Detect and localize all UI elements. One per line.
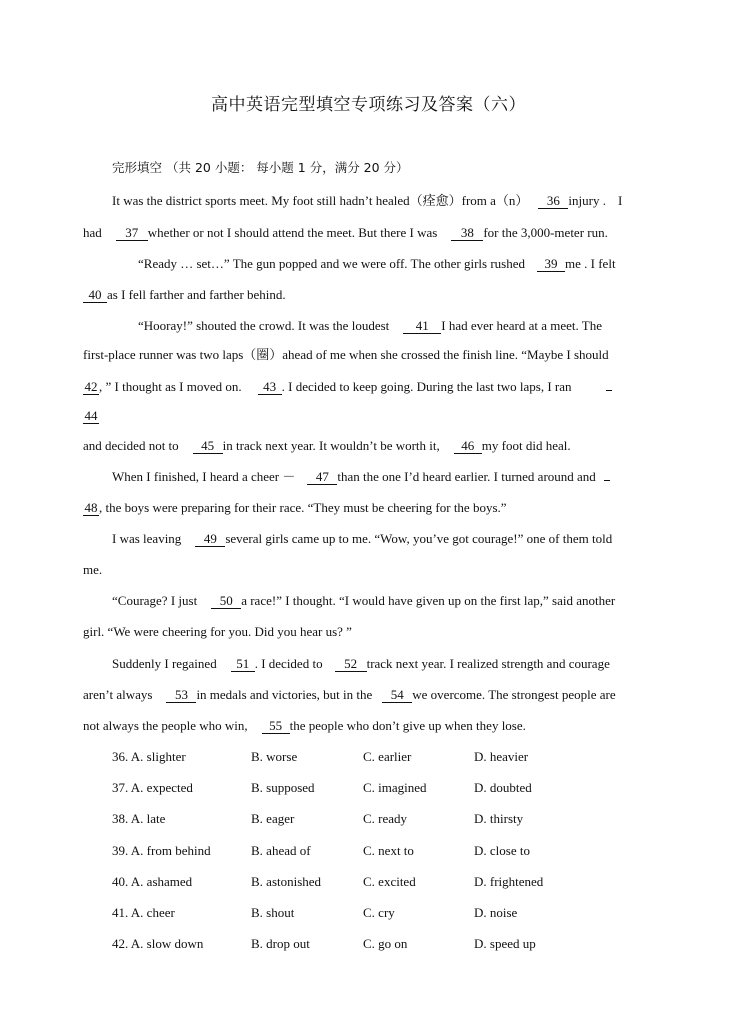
option-a: 42. A. slow down bbox=[112, 936, 204, 951]
blank-52: 52 bbox=[335, 657, 367, 672]
passage-text: several girls came up to me. “Wow, you’ve got courage!” one of them told bbox=[225, 531, 613, 546]
option-d: D. thirsty bbox=[474, 811, 524, 826]
passage-text: . I decided to bbox=[254, 656, 323, 671]
blank-43: 43 bbox=[258, 380, 282, 395]
passage-line bbox=[138, 318, 602, 334]
passage-text: in track next year. It wouldn’t be worth it, bbox=[222, 438, 440, 453]
blank-39: 39 bbox=[537, 257, 565, 272]
passage-text: aren’t always bbox=[83, 687, 153, 702]
passage-line bbox=[83, 562, 102, 578]
option-row bbox=[0, 811, 737, 829]
option-d: D. speed up bbox=[474, 936, 536, 951]
option-c: C. excited bbox=[363, 874, 416, 889]
passage-text: and decided not to bbox=[83, 438, 179, 453]
option-a: 37. A. expected bbox=[112, 780, 193, 795]
passage-line bbox=[83, 347, 609, 363]
passage-line bbox=[112, 656, 610, 672]
passage-text: the people who don’t give up when they lose. bbox=[289, 718, 526, 733]
passage-line bbox=[83, 687, 616, 703]
blank-47: 47 bbox=[307, 470, 337, 485]
option-c: C. go on bbox=[363, 936, 408, 951]
blank-38: 38 bbox=[451, 226, 483, 241]
passage-text: not always the people who win, bbox=[83, 718, 248, 733]
option-d: D. close to bbox=[474, 843, 530, 858]
passage-text: It was the district sports meet. My foot still hadn’t healed（痊愈）from a（n） bbox=[112, 193, 529, 208]
option-a: 36. A. slighter bbox=[112, 749, 186, 764]
passage-text: “Courage? I just bbox=[112, 593, 198, 608]
passage-text: injury . bbox=[568, 193, 606, 208]
passage-line bbox=[83, 287, 286, 303]
passage-text: I was leaving bbox=[112, 531, 182, 546]
blank-41: 41 bbox=[403, 319, 441, 334]
blank-49: 49 bbox=[195, 532, 225, 547]
blank-45: 45 bbox=[193, 439, 223, 454]
passage-text: , the boys were preparing for their race. “They must be cheering for the boys.” bbox=[99, 500, 507, 515]
blank-36: 36 bbox=[538, 194, 568, 209]
option-row bbox=[0, 874, 737, 892]
passage-text: me . I felt bbox=[565, 256, 616, 271]
passage-text: I bbox=[617, 193, 623, 208]
passage-line bbox=[112, 193, 657, 209]
blank-48: 48 bbox=[84, 500, 98, 515]
section-heading: 完形填空 （共 20 小题： 每小题 1 分，满分 20 分） bbox=[112, 160, 409, 175]
passage-text: whether or not I should attend the meet. But there I was bbox=[147, 225, 438, 240]
option-a: 41. A. cheer bbox=[112, 905, 175, 920]
blank-48-underline bbox=[604, 468, 610, 481]
option-b: B. ahead of bbox=[251, 843, 311, 858]
option-d: D. heavier bbox=[474, 749, 529, 764]
passage-text: my foot did heal. bbox=[481, 438, 571, 453]
blank-55: 55 bbox=[262, 719, 290, 734]
blank-51: 51 bbox=[231, 657, 255, 672]
blank-46: 46 bbox=[454, 439, 482, 454]
passage-text: When I finished, I heard a cheer － bbox=[112, 469, 296, 484]
passage-line bbox=[83, 225, 608, 241]
option-c: C. next to bbox=[363, 843, 414, 858]
passage-line bbox=[83, 718, 526, 734]
option-a: 39. A. from behind bbox=[112, 843, 211, 858]
passage-text: I had ever heard at a meet. The bbox=[441, 318, 602, 333]
passage-text: girl. “We were cheering for you. Did you hear us? ” bbox=[83, 624, 352, 639]
passage-line bbox=[112, 468, 610, 485]
option-row bbox=[0, 936, 737, 954]
option-c: C. ready bbox=[363, 811, 408, 826]
option-a: 40. A. ashamed bbox=[112, 874, 193, 889]
blank-54: 54 bbox=[382, 688, 412, 703]
passage-line bbox=[83, 438, 571, 454]
blank-42: 42 bbox=[84, 379, 98, 394]
option-b: B. eager bbox=[251, 811, 295, 826]
option-row bbox=[0, 905, 737, 923]
passage-text: “Ready … set…” The gun popped and we were off. The other girls rushed bbox=[138, 256, 526, 271]
option-c: C. earlier bbox=[363, 749, 412, 764]
option-b: B. astonished bbox=[251, 874, 322, 889]
passage-text: , ” I thought as I moved on. bbox=[99, 379, 242, 394]
passage-text: me. bbox=[83, 562, 103, 577]
option-a: 38. A. late bbox=[112, 811, 166, 826]
blank-50: 50 bbox=[211, 594, 241, 609]
option-b: B. supposed bbox=[251, 780, 315, 795]
blank-44-underline bbox=[606, 378, 612, 391]
passage-text: as I fell farther and farther behind. bbox=[107, 287, 286, 302]
passage-text: in medals and victories, but in the bbox=[196, 687, 373, 702]
option-d: D. frightened bbox=[474, 874, 544, 889]
passage-text: for the 3,000-meter run. bbox=[483, 225, 608, 240]
passage-text: . I decided to keep going. During the last two laps, I ran bbox=[281, 379, 572, 394]
blank-53: 53 bbox=[166, 688, 196, 703]
passage-line bbox=[112, 531, 612, 547]
passage-line bbox=[83, 624, 352, 640]
passage-text: “Hooray!” shouted the crowd. It was the loudest bbox=[138, 318, 390, 333]
passage-text: we overcome. The strongest people are bbox=[412, 687, 616, 702]
passage-text: had bbox=[83, 225, 102, 240]
passage-text: a race!” I thought. “I would have given up on the first lap,” said another bbox=[241, 593, 616, 608]
passage-line bbox=[83, 378, 612, 395]
passage-text: Suddenly I regained bbox=[112, 656, 217, 671]
option-b: B. drop out bbox=[251, 936, 310, 951]
option-row bbox=[0, 749, 737, 767]
blank-37: 37 bbox=[116, 226, 148, 241]
passage-text: than the one I’d heard earlier. I turned around and bbox=[337, 469, 596, 484]
passage-text: track next year. I realized strength and courage bbox=[366, 656, 610, 671]
passage-line bbox=[112, 593, 615, 609]
page-title: 高中英语完型填空专项练习及答案（六） bbox=[211, 95, 526, 115]
option-d: D. doubted bbox=[474, 780, 532, 795]
option-c: C. imagined bbox=[363, 780, 427, 795]
blank-44: 44 bbox=[84, 408, 98, 423]
passage-line bbox=[138, 256, 616, 272]
option-b: B. shout bbox=[251, 905, 295, 920]
option-b: B. worse bbox=[251, 749, 298, 764]
option-row bbox=[0, 780, 737, 798]
option-c: C. cry bbox=[363, 905, 395, 920]
option-row bbox=[0, 843, 737, 861]
passage-text: first-place runner was two laps（圈）ahead of me when she crossed the finish line. “Maybe I should bbox=[83, 347, 609, 362]
blank-40: 40 bbox=[83, 288, 107, 303]
option-d: D. noise bbox=[474, 905, 518, 920]
passage-line bbox=[83, 408, 99, 424]
passage-line bbox=[83, 500, 507, 516]
